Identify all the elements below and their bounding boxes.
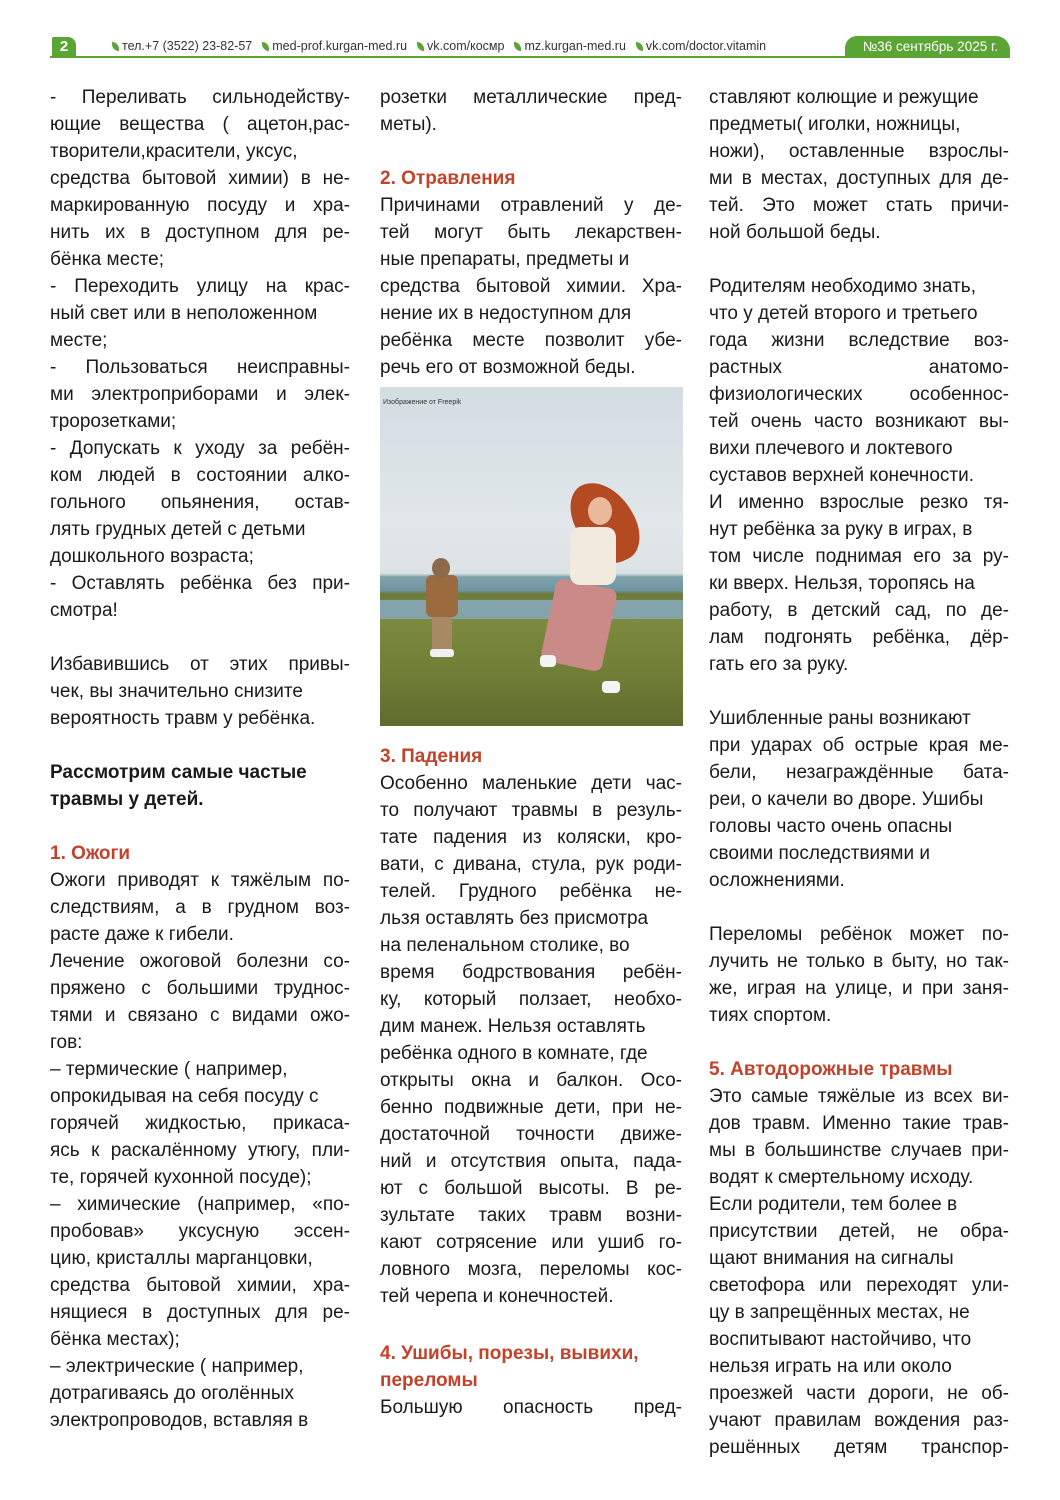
text-line: вати, с дивана, стула, рук роди- — [380, 854, 682, 875]
text-line: цию, кристаллы марганцовки, — [50, 1248, 313, 1269]
text-line: - Переливать сильнодейству- — [50, 87, 350, 108]
page-header — [50, 36, 1010, 58]
text-line: Рассмотрим самые частые — [50, 762, 307, 783]
text-line: решённых детям транспор- — [709, 1437, 1009, 1458]
text-line: лучить не только в быту, но так- — [709, 951, 1009, 972]
text-line: Переломы ребёнок может по- — [709, 924, 1009, 945]
text-line: Большую опасность пред- — [380, 1397, 682, 1418]
text-line: нящиеся в доступных для ре- — [50, 1302, 350, 1323]
photo-boy-coat — [426, 575, 458, 617]
col1-bold-intro — [50, 759, 350, 813]
text-line: нут ребёнка за руку в играх, в — [709, 519, 973, 540]
text-line: года жизни вследствие воз- — [709, 330, 1009, 351]
text-line: Родителям необходимо знать, — [709, 276, 976, 297]
text-line: осложнениями. — [709, 870, 845, 891]
text-line: дотрагиваясь до оголённых — [50, 1383, 294, 1404]
text-line: гов: — [50, 1032, 83, 1053]
text-line: тей могут быть лекарствен- — [380, 222, 682, 243]
text-line: ные препараты, предметы и — [380, 249, 630, 270]
col1-list — [50, 84, 350, 624]
children-running-photo — [380, 387, 683, 726]
text-line: вероятность травм у ребёнка. — [50, 708, 316, 729]
text-line: вихи плечевого и локтевого — [709, 438, 953, 459]
text-line: тиях спортом. — [709, 1005, 832, 1026]
photo-girl-shoe — [540, 655, 556, 667]
photo-girl-shoe — [602, 681, 620, 693]
text-line: средства бытовой химии. Хра- — [380, 276, 682, 297]
issue-badge: №36 сентябрь 2025 г. — [845, 36, 1010, 58]
text-line: присутствии детей, не обра- — [709, 1221, 1009, 1242]
contact-site-mz[interactable]: mz.kurgan-med.ru — [514, 36, 625, 56]
text-line: гольного опьянения, остав- — [50, 492, 350, 513]
text-line: ют с большой высоты. В ре- — [380, 1178, 682, 1199]
text-line: нение их в недоступном для — [380, 303, 632, 324]
text-line: работу, в детский сад, по де- — [709, 600, 1009, 621]
text-line: Ожоги приводят к тяжёлым по- — [50, 870, 350, 891]
text-line: ножи), оставленные взрослы- — [709, 141, 1009, 162]
leaf-icon — [514, 42, 521, 51]
text-line: Ушибленные раны возникают — [709, 708, 971, 729]
text-line: бели, незаграждённые бата- — [709, 762, 1009, 783]
text-line: И именно взрослые резко тя- — [709, 492, 1009, 513]
text-line: ставляют колющие и режущие — [709, 87, 979, 108]
text-line: Особенно маленькие дети час- — [380, 773, 682, 794]
text-line: ком людей в состоянии алко- — [50, 465, 350, 486]
text-line: творители,красители, уксус, — [50, 141, 298, 162]
col2-falls-text — [380, 770, 682, 1310]
text-line: тей черепа и конечностей. — [380, 1286, 614, 1307]
leaf-icon — [262, 42, 269, 51]
section-title-poisoning: 2. Отравления — [380, 168, 516, 189]
text-line: суставов верхней конечности. — [709, 465, 974, 486]
text-line: - Допускать к уходу за ребён- — [50, 438, 350, 459]
text-line: при ударах об острые края ме- — [709, 735, 1009, 756]
text-line: тророзетками; — [50, 411, 177, 432]
text-line: растных анатомо- — [709, 357, 1009, 378]
text-line: предметы( иголки, ножницы, — [709, 114, 961, 135]
text-line: пробовав» уксусную эссен- — [50, 1221, 350, 1242]
text-line: головы часто очень опасны — [709, 816, 953, 837]
photo-boy-head — [432, 558, 450, 578]
photo-girl-top — [570, 527, 616, 585]
text-line: – химические (например, «по- — [50, 1194, 350, 1215]
text-line: воспитывают настойчиво, что — [709, 1329, 972, 1350]
text-line: - Переходить улицу на крас- — [50, 276, 350, 297]
text-line: дим манеж. Нельзя оставлять — [380, 1016, 646, 1037]
text-line: меты). — [380, 114, 437, 135]
text-line: ний и отсутствия опыта, пада- — [380, 1151, 682, 1172]
text-line: маркированную посуду и хра- — [50, 195, 350, 216]
text-line: водят к смертельному исходу. — [709, 1167, 974, 1188]
text-line: чек, вы значительно снизите — [50, 681, 303, 702]
col2-poisoning-text — [380, 192, 682, 381]
text-line: ной большой беды. — [709, 222, 881, 243]
contact-vk-doctor-vitamin[interactable]: vk.com/doctor.vitamin — [636, 36, 766, 56]
contact-bar — [112, 36, 766, 56]
text-line: средства бытовой химии) в не- — [50, 168, 350, 189]
text-line: светофора или переходят ули- — [709, 1275, 1009, 1296]
text-line: реи, о качели во дворе. Ушибы — [709, 789, 984, 810]
text-line: проезжей части дороги, не об- — [709, 1383, 1009, 1404]
text-line: горячей жидкостью, прикаса- — [50, 1113, 350, 1134]
photo-boy-legs — [432, 615, 452, 651]
text-line: – термические ( например, — [50, 1059, 288, 1080]
text-line: следствиям, а в грудном воз- — [50, 897, 350, 918]
column-3 — [709, 84, 1009, 1461]
text-line: ющие вещества ( ацетон,рас- — [50, 114, 350, 135]
text-line: - Оставлять ребёнка без при- — [50, 573, 350, 594]
photo-boy-shoes — [430, 649, 454, 657]
text-line: те, горячей кухонной посуде); — [50, 1167, 312, 1188]
text-line: цу в запрещённых местах, не — [709, 1302, 970, 1323]
text-line: Избавившись от этих привы- — [50, 654, 350, 675]
text-line: месте; — [50, 330, 108, 351]
photo-girl-head — [588, 497, 612, 525]
text-line: же, играя на улице, и при заня- — [709, 978, 1009, 999]
text-line: переломы — [380, 1370, 478, 1391]
column-1 — [50, 84, 350, 1434]
text-line: достаточной точности движе- — [380, 1124, 682, 1145]
text-line: речь его от возможной беды. — [380, 357, 636, 378]
text-line: ясь к раскалённому утюгу, пли- — [50, 1140, 350, 1161]
photo-grass — [380, 619, 683, 726]
text-line: Причинами отравлений у де- — [380, 195, 682, 216]
text-line: зультате таких травм возни- — [380, 1205, 682, 1226]
text-line: физиологических особеннос- — [709, 384, 1009, 405]
text-line: кают сотрясение или ушиб го- — [380, 1232, 682, 1253]
text-line: расте даже к гибели. — [50, 924, 234, 945]
section-title-road-injuries: 5. Автодорожные травмы — [709, 1059, 953, 1080]
col2-bruises-text — [380, 1394, 682, 1421]
text-line: 4. Ушибы, порезы, вывихи, — [380, 1343, 639, 1364]
col3-top-text — [709, 84, 1009, 246]
text-line: тате падения из коляски, кро- — [380, 827, 682, 848]
col3-wounds-text — [709, 705, 1009, 894]
text-line: лять грудных детей с детьми — [50, 519, 306, 540]
text-line: время бодрствования ребён- — [380, 962, 682, 983]
leaf-icon — [417, 42, 424, 51]
text-line: дошкольного возраста; — [50, 546, 254, 567]
text-line: смотра! — [50, 600, 118, 621]
text-line: тей очень часто возникают вы- — [709, 411, 1009, 432]
text-line: Если родители, тем более в — [709, 1194, 958, 1215]
text-line: на пеленальном столике, во — [380, 935, 630, 956]
text-line: Лечение ожоговой болезни со- — [50, 951, 350, 972]
text-line: дов травм. Именно такие трав- — [709, 1113, 1009, 1134]
text-line: бёнка местах); — [50, 1329, 180, 1350]
text-line: бёнка месте; — [50, 249, 164, 270]
text-line: розетки металлические пред- — [380, 87, 682, 108]
text-line: Это самые тяжёлые из всех ви- — [709, 1086, 1009, 1107]
text-line: тей. Это может стать причи- — [709, 195, 1009, 216]
col2-top-text — [380, 84, 682, 138]
text-line: своими последствиями и — [709, 843, 930, 864]
col3-road-text — [709, 1083, 1009, 1461]
text-line: нельзя играть на или около — [709, 1356, 952, 1377]
text-line: ловного мозга, переломы кос- — [380, 1259, 682, 1280]
section-title-bruises — [380, 1340, 682, 1394]
text-line: опрокидывая на себя посуду с — [50, 1086, 319, 1107]
page-number: 2 — [52, 37, 76, 57]
text-line: ребёнка одного в комнате, где — [380, 1043, 648, 1064]
col3-fractures-text — [709, 921, 1009, 1029]
text-line: ми в местах, доступных для де- — [709, 168, 1009, 189]
text-line: лам подгонять ребёнка, дёр- — [709, 627, 1009, 648]
text-line: электропроводов, вставляя в — [50, 1410, 309, 1431]
text-line: ми электроприборами и элек- — [50, 384, 350, 405]
text-line: том числе поднимая его за ру- — [709, 546, 1009, 567]
text-line: тями и связано с видами ожо- — [50, 1005, 350, 1026]
leaf-icon — [636, 42, 643, 51]
contact-phone: тел.+7 (3522) 23-82-57 — [112, 36, 252, 56]
col1-burns-text — [50, 867, 350, 1434]
photo-credit: Изображение от Freepik — [383, 399, 462, 406]
text-line: бенно подвижные дети, при не- — [380, 1097, 682, 1118]
text-line: травмы у детей. — [50, 789, 204, 810]
contact-vk-kosmr[interactable]: vk.com/космр — [417, 36, 504, 56]
text-line: нить их в доступном для ре- — [50, 222, 350, 243]
text-line: учают правилам вождения раз- — [709, 1410, 1009, 1431]
contact-site-med-prof[interactable]: med-prof.kurgan-med.ru — [262, 36, 407, 56]
text-line: – электрические ( например, — [50, 1356, 304, 1377]
text-line: телей. Грудного ребёнка не- — [380, 881, 682, 902]
text-line: что у детей второго и третьего — [709, 303, 978, 324]
text-line: то получают травмы в резуль- — [380, 800, 682, 821]
text-line: ки вверх. Нельзя, торопясь на — [709, 573, 975, 594]
text-line: ребёнка месте позволит убе- — [380, 330, 682, 351]
text-line: льзя оставлять без присмотра — [380, 908, 649, 929]
text-line: средства бытовой химии, хра- — [50, 1275, 350, 1296]
text-line: щают внимания на сигналы — [709, 1248, 954, 1269]
text-line: мы в большинстве случаев при- — [709, 1140, 1009, 1161]
text-line: - Пользоваться неисправны- — [50, 357, 350, 378]
text-line: пряжено с большими труднос- — [50, 978, 350, 999]
text-line: гать его за руку. — [709, 654, 849, 675]
text-line: ку, который ползает, необхо- — [380, 989, 682, 1010]
section-title-burns: 1. Ожоги — [50, 843, 131, 864]
section-title-falls: 3. Падения — [380, 746, 483, 767]
leaf-icon — [112, 42, 119, 51]
col3-dislocations-text — [709, 273, 1009, 678]
column-2 — [380, 84, 682, 1421]
col1-conclusion — [50, 651, 350, 732]
text-line: открыты окна и балкон. Осо- — [380, 1070, 682, 1091]
text-line: ный свет или в неположенном — [50, 303, 318, 324]
